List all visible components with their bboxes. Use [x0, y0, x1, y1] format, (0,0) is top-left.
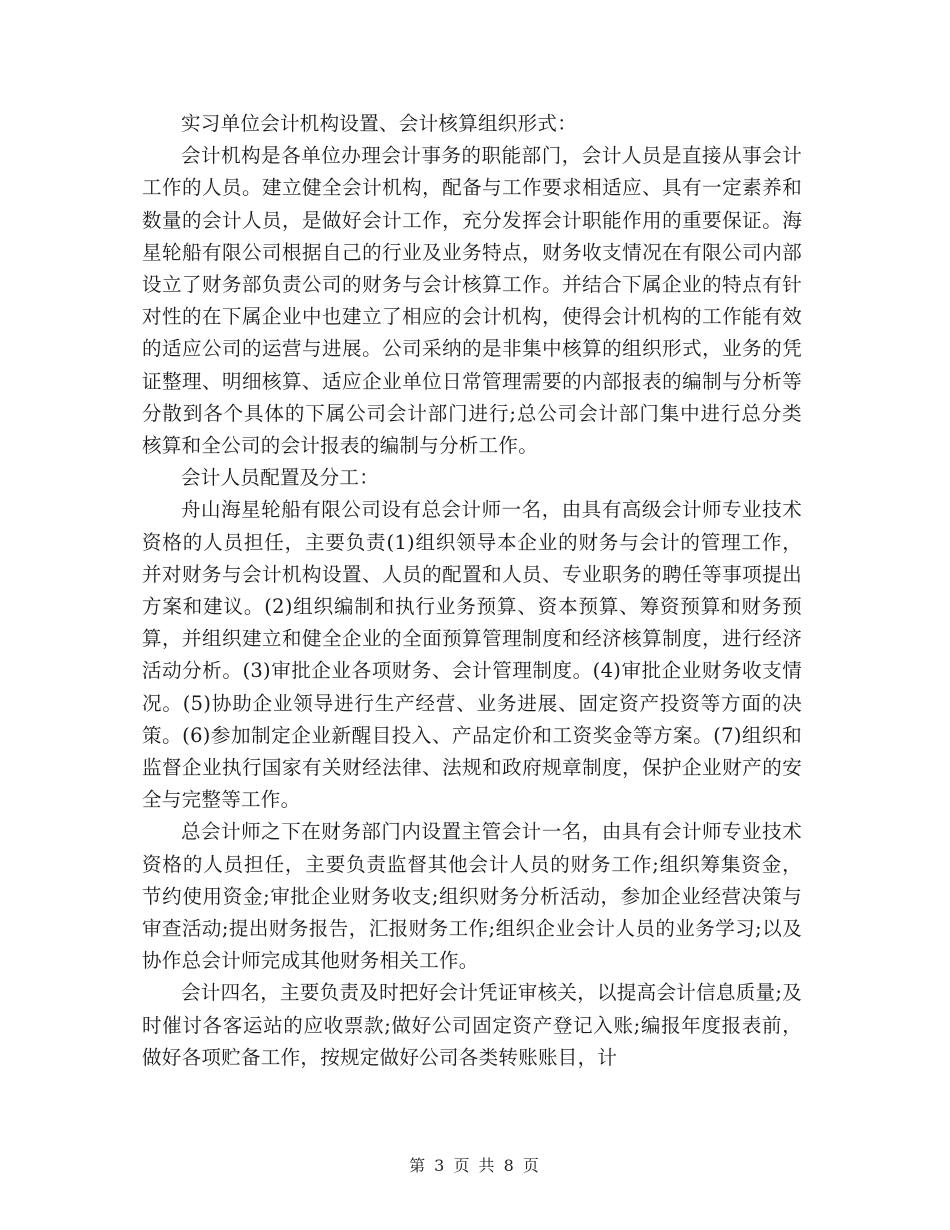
paragraph-accounting-institution: 会计机构是各单位办理会计事务的职能部门，会计人员是直接从事会计工作的人员。建立健全会计机构，配备与工作要求相适应、具有一定素养和数量的会计人员，是做好会计工作，充分发挥会计职能作用的重要保证。海星轮船有限公司根据自己的行业及业务特点，财务收支情况在有限公司内部设立了财务部负责公司的财务与会计核算工作。并结合下属企业的特点有针对性的在下属企业中也建立了相应的会计机构，使得会计机构的工作能有效的适应公司的运营与进展。公司采纳的是非集中核算的组织形式，业务的凭证整理、明细核算、适应企业单位日常管理需要的内部报表的编制与分析等分散到各个具体的下属公司会计部门进行;总公司会计部门集中进行总分类核算和全公司的会计报表的编制与分析工作。	[142, 144, 802, 458]
paragraph-supervising-accountant: 总会计师之下在财务部门内设置主管会计一名，由具有会计师专业技术资格的人员担任，主要负责监督其他会计人员的财务工作;组织筹集资金，节约使用资金;审批企业财务收支;组织财务分析活动，参加企业经营决策与审查活动;提出财务报告，汇报财务工作;组织企业会计人员的业务学习;以及协作总会计师完成其他财务相关工作。	[142, 820, 802, 973]
heading-accounting-structure: 实习单位会计机构设置、会计核算组织形式：	[181, 112, 578, 135]
heading-staff-allocation: 会计人员配置及分工：	[181, 466, 380, 490]
paragraph-accountants: 会计四名，主要负责及时把好会计凭证审核关，以提高会计信息质量;及时催讨各客运站的应收票款;做好公司固定资产登记入账;编报年度报表前，做好各项贮备工作，按规定做好公司各类转账账目，计	[142, 981, 802, 1069]
paragraph-chief-accountant: 舟山海星轮船有限公司设有总会计师一名，由具有高级会计师专业技术资格的人员担任，主要负责(1)组织领导本企业的财务与会计的管理工作，并对财务与会计机构设置、人员的配置和人员、专业职务的聘任等事项提出方案和建议。(2)组织编制和执行业务预算、资本预算、筹资预算和财务预算，并组织建立和健全企业的全面预算管理制度和经济核算制度，进行经济活动分析。(3)审批企业各项财务、会计管理制度。(4)审批企业财务收支情况。(5)协助企业领导进行生产经营、业务进展、固定资产投资等方面的决策。(6)参加制定企业新醒目投入、产品定价和工资奖金等方案。(7)组织和监督企业执行国家有关财经法律、法规和政府规章制度，保护企业财产的安全与完整等工作。	[142, 498, 802, 812]
page-number-footer: 第 3 页 共 8 页	[409, 1156, 541, 1175]
document-body	[142, 108, 802, 1074]
